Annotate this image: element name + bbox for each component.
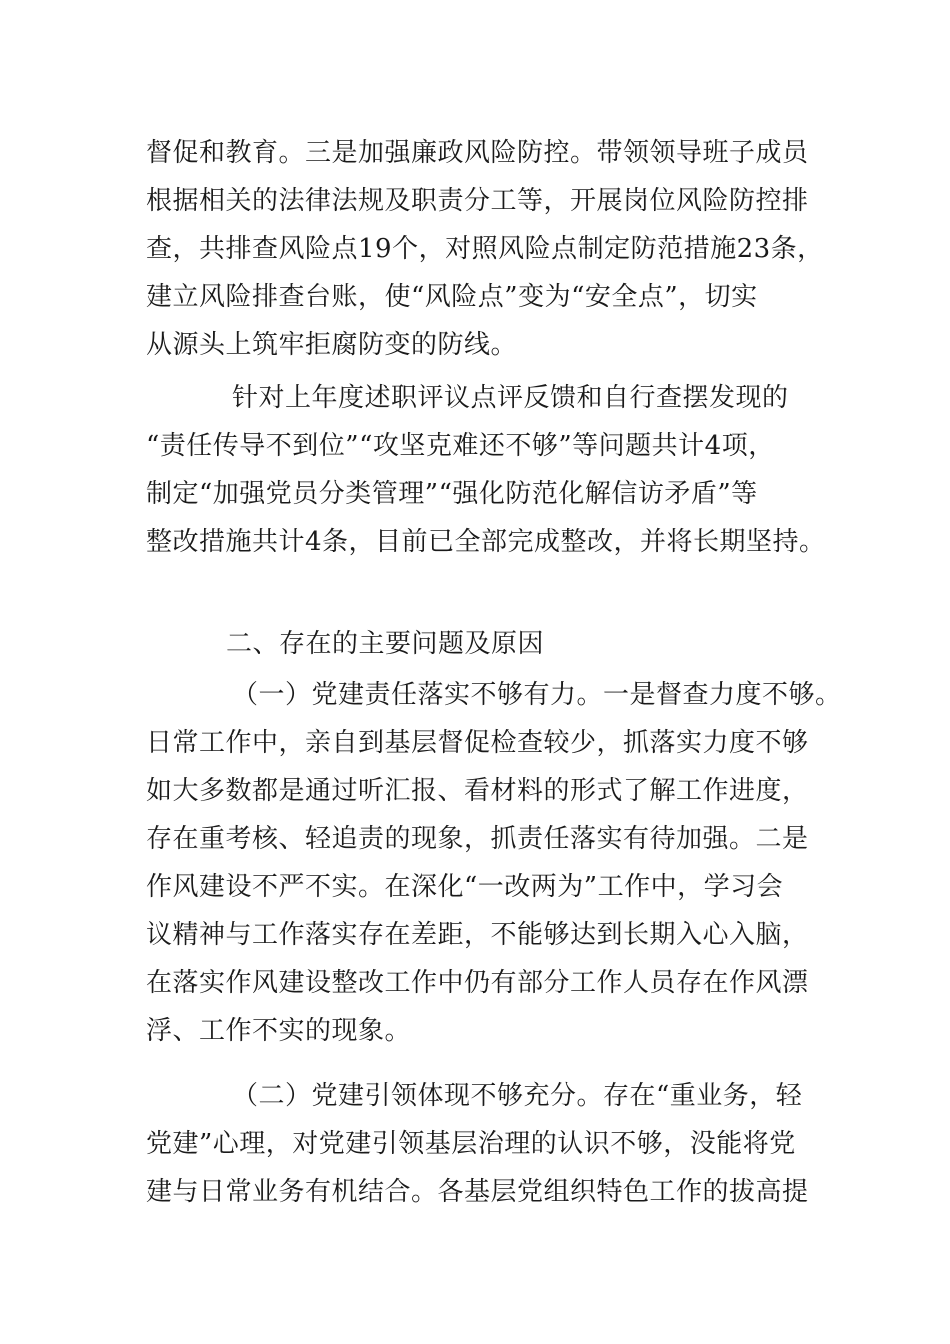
paragraph-line: 查，共排查风险点19个，对照风险点制定防范措施23条， [146,234,824,264]
paragraph-line: 作风建设不严不实。在深化“一改两为”工作中，学习会 [146,872,784,902]
paragraph-line: 建与日常业务有机结合。各基层党组织特色工作的拔高提 [146,1177,809,1207]
paragraph-line: 针对上年度述职评议点评反馈和自行查摆发现的 [232,383,789,413]
paragraph-line: 如大多数都是通过听汇报、看材料的形式了解工作进度， [146,776,809,806]
paragraph-line: 浮、工作不实的现象。 [146,1016,412,1046]
paragraph-line: 整改措施共计4条，目前已全部完成整改，并将长期坚持。 [146,527,826,557]
paragraph-line: 建立风险排查台账，使“风险点”变为“安全点”，切实 [146,282,758,312]
paragraph-line: 议精神与工作落实存在差距，不能够达到长期入心入脑， [146,920,809,950]
paragraph-line: （一）党建责任落实不够有力。一是督查力度不够。 [232,680,842,710]
section-heading: 二、存在的主要问题及原因 [226,629,545,659]
paragraph-line: 根据相关的法律法规及职责分工等，开展岗位风险防控排 [146,186,809,216]
paragraph-line: 日常工作中，亲自到基层督促检查较少，抓落实力度不够 [146,728,809,758]
paragraph-line: 在落实作风建设整改工作中仍有部分工作人员存在作风漂 [146,968,809,998]
paragraph-line: 督促和教育。三是加强廉政风险防控。带领领导班子成员 [146,138,809,168]
paragraph-line: “责任传导不到位”“攻坚克难还不够”等问题共计4项， [146,431,775,461]
paragraph-line: 从源头上筑牢拒腐防变的防线。 [146,330,518,360]
paragraph-line: 制定“加强党员分类管理”“强化防范化解信访矛盾”等 [146,479,758,509]
paragraph-line: 党建”心理，对党建引领基层治理的认识不够，没能将党 [146,1129,796,1159]
paragraph-line: 存在重考核、轻追责的现象，抓责任落实有待加强。二是 [146,824,809,854]
paragraph-line: （二）党建引领体现不够充分。存在“重业务，轻 [232,1081,803,1111]
